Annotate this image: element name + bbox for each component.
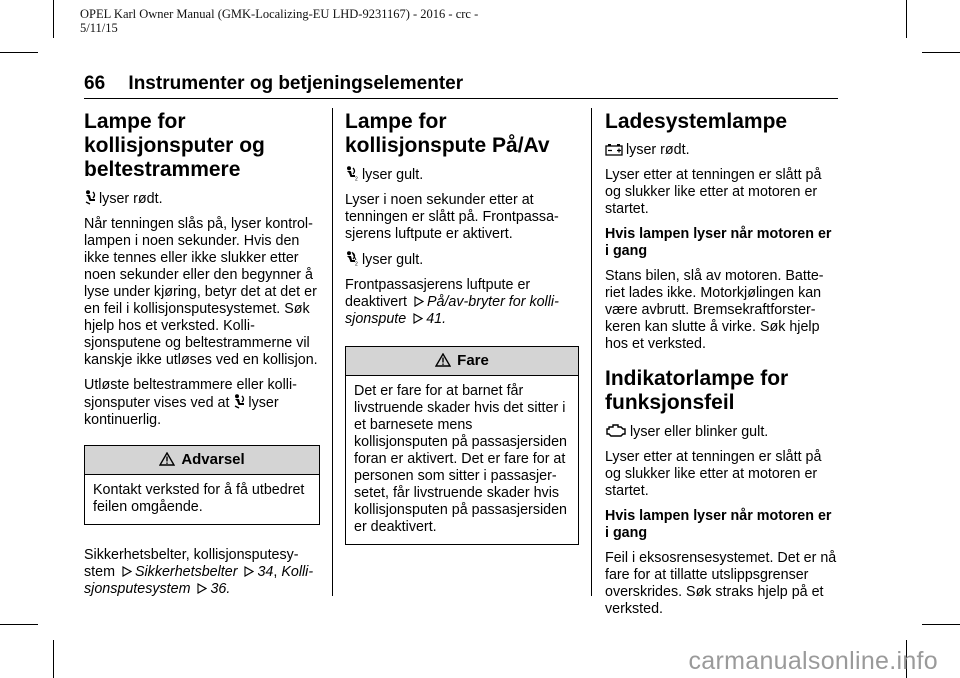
- malfunction-lamp-status: [605, 423, 837, 441]
- crop-mark: [0, 624, 38, 625]
- page-number: 66: [84, 73, 106, 94]
- crop-mark: [906, 0, 907, 38]
- passenger-airbag-off-icon: [345, 251, 359, 266]
- print-header-line1: OPEL Karl Owner Manual (GMK-Localizing-EU LHD-9231167) - 2016 - crc -: [80, 7, 479, 21]
- charging-lamp-description: Lyser etter at tenningen er slått på og slukker like etter at motoren er startet.: [605, 167, 822, 217]
- malfunction-lamp-status-text: lyser eller blinker gult.: [630, 424, 769, 440]
- airbag-on-off-heading: Lampe for kollisjonspute På/Av: [345, 110, 550, 157]
- danger-symbol-icon: [435, 353, 451, 367]
- airbag-lamp-deployed-note: [84, 377, 320, 429]
- charging-lamp-action: Stans bilen, slå av motoren. Batte-riet lades ikke. Motorkjølingen kan være avbrutt. Bremsekraftforster-keren kan slutte å virke. Søk hjelp hos et verksted.: [605, 268, 824, 352]
- charging-lamp-status: [605, 142, 837, 159]
- svg-text:2: 2: [355, 176, 358, 181]
- malfunction-lamp-heading: Indikatorlampe for funksjonsfeil: [605, 367, 789, 414]
- page-title: Instrumenter og betjeningselementer: [128, 73, 464, 94]
- page-reference-icon: [197, 583, 207, 594]
- reference-page-36[interactable]: 36.: [210, 581, 231, 597]
- page-reference-icon: [414, 296, 424, 307]
- reference-page-34[interactable]: 34: [257, 564, 274, 580]
- warning-box: [84, 445, 320, 525]
- airbag-off-description: [345, 277, 579, 328]
- page-reference-icon: [122, 566, 132, 577]
- page-reference-icon: [244, 566, 254, 577]
- reference-link-seatbelts[interactable]: Sikkerhetsbelter: [134, 564, 238, 580]
- print-header: [80, 7, 520, 35]
- check-engine-icon: [605, 423, 627, 438]
- warning-title: Advarsel: [181, 451, 245, 468]
- airbag-on-status-text: lyser gult.: [362, 167, 424, 183]
- heading-rule: [84, 98, 838, 99]
- charging-lamp-subheading: Hvis lampen lyser når motoren er i gang: [605, 226, 832, 259]
- print-header-line2: 5/11/15: [80, 21, 118, 35]
- malfunction-lamp-action: Feil i eksosrensesystemet. Det er nå fare for at tillatte utslippsgrenser overskrides. Søk straks hjelp på et verksted.: [605, 550, 837, 617]
- column-divider: [591, 108, 592, 596]
- cross-reference: [84, 547, 320, 598]
- deployed-note-text: Utløste beltestrammere eller kolli-sjonsputer vises ved at: [84, 377, 297, 411]
- reference-separator: ,: [273, 564, 278, 580]
- reference-link-airbag-system[interactable]: Kolli-sjonsputesystem: [84, 564, 314, 597]
- crop-mark: [53, 640, 54, 678]
- deployed-note-text-end: lyser kontinuerlig.: [84, 395, 279, 428]
- airbag-on-status: [345, 166, 579, 184]
- airbag-lamp-status-text: lyser rødt.: [99, 191, 163, 207]
- charging-lamp-status-text: lyser rødt.: [626, 142, 690, 158]
- page-heading: [84, 73, 838, 95]
- warning-triangle-icon: [159, 452, 175, 466]
- airbag-off-status-text: lyser gult.: [362, 252, 424, 268]
- warning-body: Kontakt verksted for å få utbedret feilen omgående.: [93, 482, 305, 515]
- danger-box-header: [346, 347, 578, 376]
- charging-lamp-heading: Ladesystemlampe: [605, 110, 788, 133]
- warning-box-header: [85, 446, 319, 475]
- column-3: [605, 110, 837, 626]
- crop-mark: [0, 52, 38, 53]
- airbag-off-description-text: Frontpassasjerens luftpute er deaktivert: [345, 277, 531, 310]
- crop-mark: [922, 52, 960, 53]
- airbag-lamp-heading: Lampe for kollisjonsputer og beltestrammere: [84, 110, 265, 181]
- airbag-off-status: [345, 251, 579, 269]
- airbag-lamp-description: Når tenningen slås på, lyser kontrol-lampen i noen sekunder. Hvis den ikke tennes eller ikke slukker etter noen sekunder eller den begynner å lyse under kjøring, betyr det at det er en feil i kollisjonsputesystemet. Søk hjelp hos et verksted. Kolli-sjonsputene og beltestrammerne vil kanskje ikke utløses ved en kollisjon.: [84, 216, 318, 368]
- column-1: [84, 110, 320, 606]
- airbag-lamp-status: [84, 190, 320, 208]
- danger-title: Fare: [457, 352, 489, 369]
- malfunction-lamp-description: Lyser etter at tenningen er slått på og slukker like etter at motoren er startet.: [605, 449, 822, 499]
- reference-page-41[interactable]: 41.: [426, 311, 447, 327]
- airbag-on-description: Lyser i noen sekunder etter at tenningen er slått på. Frontpassa-sjerens luftpute er aktivert.: [345, 192, 559, 242]
- svg-text:2: 2: [355, 261, 358, 266]
- battery-icon: [605, 143, 623, 156]
- crop-mark: [922, 624, 960, 625]
- watermark: carmanualsonline.info: [688, 647, 938, 675]
- airbag-seatbelt-icon: [233, 394, 245, 409]
- cross-reference-text: Sikkerhetsbelter, kollisjonsputesy-stem: [84, 547, 299, 580]
- danger-box: [345, 346, 579, 545]
- column-2: [345, 110, 579, 567]
- malfunction-lamp-subheading: Hvis lampen lyser når motoren er i gang: [605, 508, 832, 541]
- reference-link-airbag-switch[interactable]: På/av-bryter for kolli-sjonspute: [345, 294, 559, 327]
- column-divider: [332, 108, 333, 596]
- page-reference-icon: [413, 313, 423, 324]
- crop-mark: [53, 0, 54, 38]
- danger-body: Det er fare for at barnet får livstruende skader hvis det sitter i et barnesete mens kollisjonsputen på passasjersiden foran er aktivert. Det er fare for at personen som sitter i passasjer-setet, får livstruende skader hvis kollisjonsputen på passasjersiden er deaktivert.: [354, 383, 567, 535]
- airbag-seatbelt-icon: [84, 190, 96, 205]
- passenger-airbag-on-icon: [345, 166, 359, 181]
